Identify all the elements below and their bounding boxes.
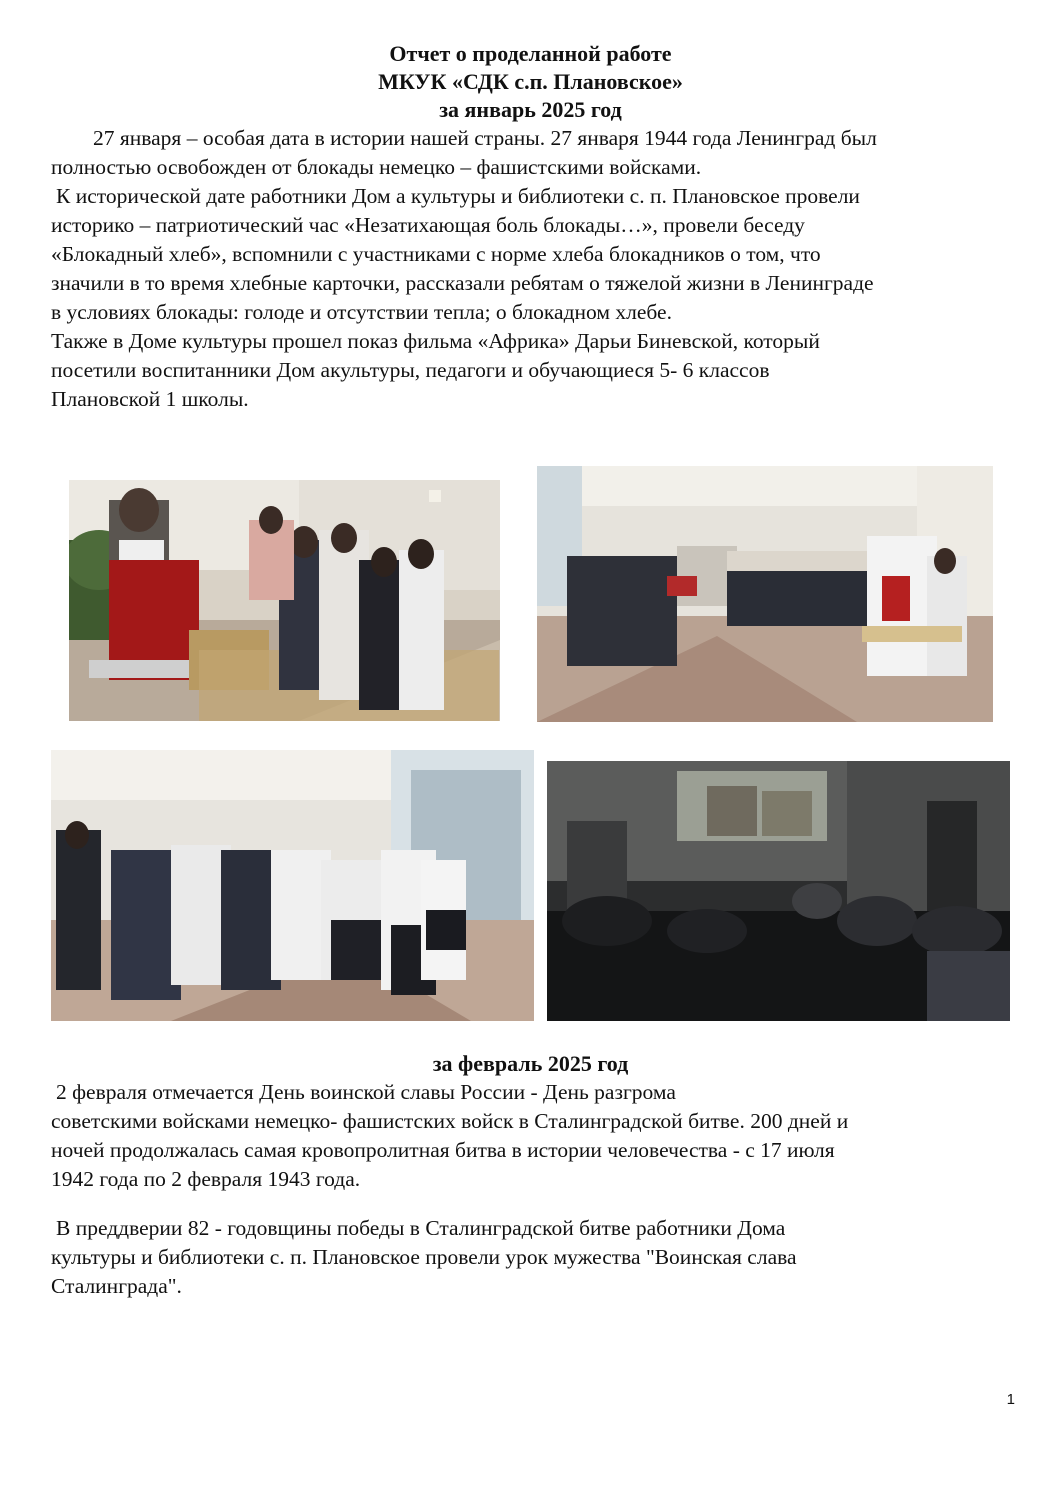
organization-name: МКУК «СДК с.п. Плановское» <box>378 69 683 94</box>
students-lineup-photo <box>51 750 534 1021</box>
hall-assembly-photo <box>537 466 993 722</box>
january-paragraph <box>51 124 1021 414</box>
text-line: историко – патриотический час «Незатихающая боль блокады…», провели беседу <box>51 213 805 237</box>
photo-image <box>537 466 993 722</box>
text-line: К исторической дате работники Дом а культуры и библиотеки с. п. Плановское провели <box>56 184 860 208</box>
january-title: за январь 2025 год <box>439 97 622 122</box>
text-line: полностью освобожден от блокады немецко – фашистскими войсками. <box>51 155 702 179</box>
report-header <box>0 40 1061 124</box>
text-line: в условиях блокады: голоде и отсутствии тепла; о блокадном хлебе. <box>51 300 672 324</box>
text-line: 27 января – особая дата в истории нашей страны. 27 января 1944 года Ленинград был <box>93 126 877 150</box>
february-title: за февраль 2025 год <box>432 1051 629 1076</box>
text-line: посетили воспитанники Дом акультуры, педагоги и обучающиеся 5- 6 классов <box>51 358 770 382</box>
bread-scale-event-photo <box>69 480 500 721</box>
text-line: 1942 года по 2 февраля 1943 года. <box>51 1167 361 1191</box>
text-line: Также в Доме культуры прошел показ фильма «Африка» Дарьи Биневской, который <box>51 329 820 353</box>
text-line: значили в то время хлебные карточки, рассказали ребятам о тяжелой жизни в Ленинграде <box>51 271 874 295</box>
text-line: Плановской 1 школы. <box>51 387 249 411</box>
text-line: ночей продолжалась самая кровопролитная битва в истории человечества - с 17 июля <box>51 1138 835 1162</box>
photo-image <box>51 750 534 1021</box>
text-line: В преддверии 82 - годовщины победы в Сталинградской битве работники Дома <box>56 1216 786 1240</box>
page-number: 1 <box>1006 1391 1015 1408</box>
photo-image <box>547 761 1010 1021</box>
text-line: советскими войсками немецко- фашистских войск в Сталинградской битве. 200 дней и <box>51 1109 849 1133</box>
text-line: 2 февраля отмечается День воинской славы России - День разгрома <box>56 1080 676 1104</box>
february-paragraph-2 <box>51 1214 1021 1301</box>
text-line: культуры и библиотеки с. п. Плановское провели урок мужества "Воинская слава <box>51 1245 797 1269</box>
text-line: Сталинграда". <box>51 1274 182 1298</box>
photo-image <box>69 480 500 721</box>
text-line: «Блокадный хлеб», вспомнили с участниками с норме хлеба блокадников о том, что <box>51 242 821 266</box>
report-title: Отчет о проделанной работе <box>389 41 672 66</box>
february-paragraph-1 <box>51 1078 1021 1194</box>
film-screening-photo <box>547 761 1010 1021</box>
